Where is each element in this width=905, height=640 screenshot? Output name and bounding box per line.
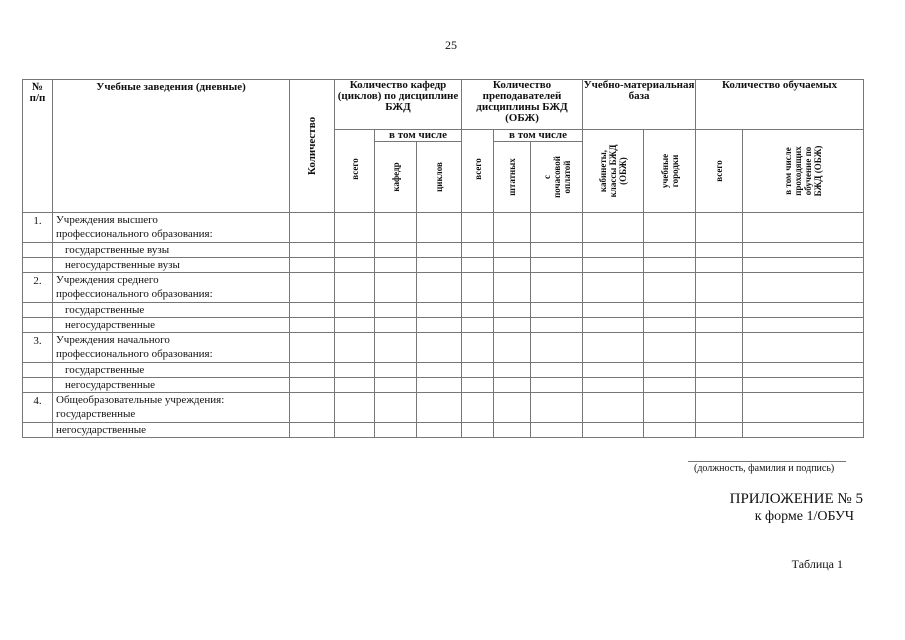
row-subtitle: государственные: [53, 303, 290, 318]
header-trainees: Количество обучаемых: [696, 80, 864, 130]
header-quantity: Количество: [290, 80, 335, 213]
header-trainees-bzhd: в том числе проходящих обучение по БЖД (ОБЖ): [743, 130, 864, 213]
signature-caption: (должность, фамилия и подпись): [694, 463, 835, 474]
row-subtitle: негосударственные: [53, 318, 290, 333]
page-number: 25: [445, 38, 457, 52]
header-teachers-including: в том числе: [494, 130, 583, 142]
header-training-grounds: учебные городки: [644, 130, 696, 213]
signature-line: [688, 461, 846, 462]
row-subtitle: негосударственные: [53, 423, 290, 438]
table-row: [23, 363, 864, 378]
table-row: [23, 213, 864, 243]
row-subtitle: негосударственные: [53, 378, 290, 393]
header-departments: Количество кафедр (циклов) по дисциплине БЖД: [335, 80, 462, 130]
header-dept-chairs: кафедр: [375, 142, 417, 213]
table-label: Таблица 1: [791, 557, 843, 571]
education-table: [22, 79, 864, 438]
header-hourly: с почасовой оплатой: [531, 142, 583, 213]
header-trainees-total: всего: [696, 130, 743, 213]
row-subtitle: государственные вузы: [53, 243, 290, 258]
table-row: [23, 243, 864, 258]
header-teachers: Количество преподавателей дисциплины БЖД (ОБЖ): [462, 80, 583, 130]
row-title: Учреждения начального профессионального образования:: [53, 333, 290, 363]
row-number: 2.: [23, 273, 53, 303]
row-subtitle: негосударственные вузы: [53, 258, 290, 273]
header-num: № п/п: [23, 80, 53, 213]
header-material-base: Учебно-материальная база: [583, 80, 696, 130]
header-staff: штатных: [494, 142, 531, 213]
row-title: Учреждения высшего профессионального образования:: [53, 213, 290, 243]
appendix-form: к форме 1/ОБУЧ: [754, 509, 854, 524]
header-teachers-total: всего: [462, 130, 494, 213]
row-number: 4.: [23, 393, 53, 423]
row-title: Общеобразовательные учреждения: государственные: [53, 393, 290, 423]
table-row: [23, 393, 864, 423]
row-number: 3.: [23, 333, 53, 363]
table-row: [23, 318, 864, 333]
table-row: [23, 258, 864, 273]
table-row: [23, 333, 864, 363]
header-dept-cycles: циклов: [417, 142, 462, 213]
header-dept-including: в том числе: [375, 130, 462, 142]
row-number: 1.: [23, 213, 53, 243]
row-subtitle: государственные: [53, 363, 290, 378]
appendix-title: ПРИЛОЖЕНИЕ № 5: [729, 491, 863, 507]
header-institutions: Учебные заведения (дневные): [53, 80, 290, 213]
table-row: [23, 378, 864, 393]
header-classrooms: кабинеты, классы БЖД (ОБЖ): [583, 130, 644, 213]
header-dept-total: всего: [335, 130, 375, 213]
table-row: [23, 423, 864, 438]
table-row: [23, 273, 864, 303]
table-row: [23, 303, 864, 318]
row-title: Учреждения среднего профессионального образования:: [53, 273, 290, 303]
